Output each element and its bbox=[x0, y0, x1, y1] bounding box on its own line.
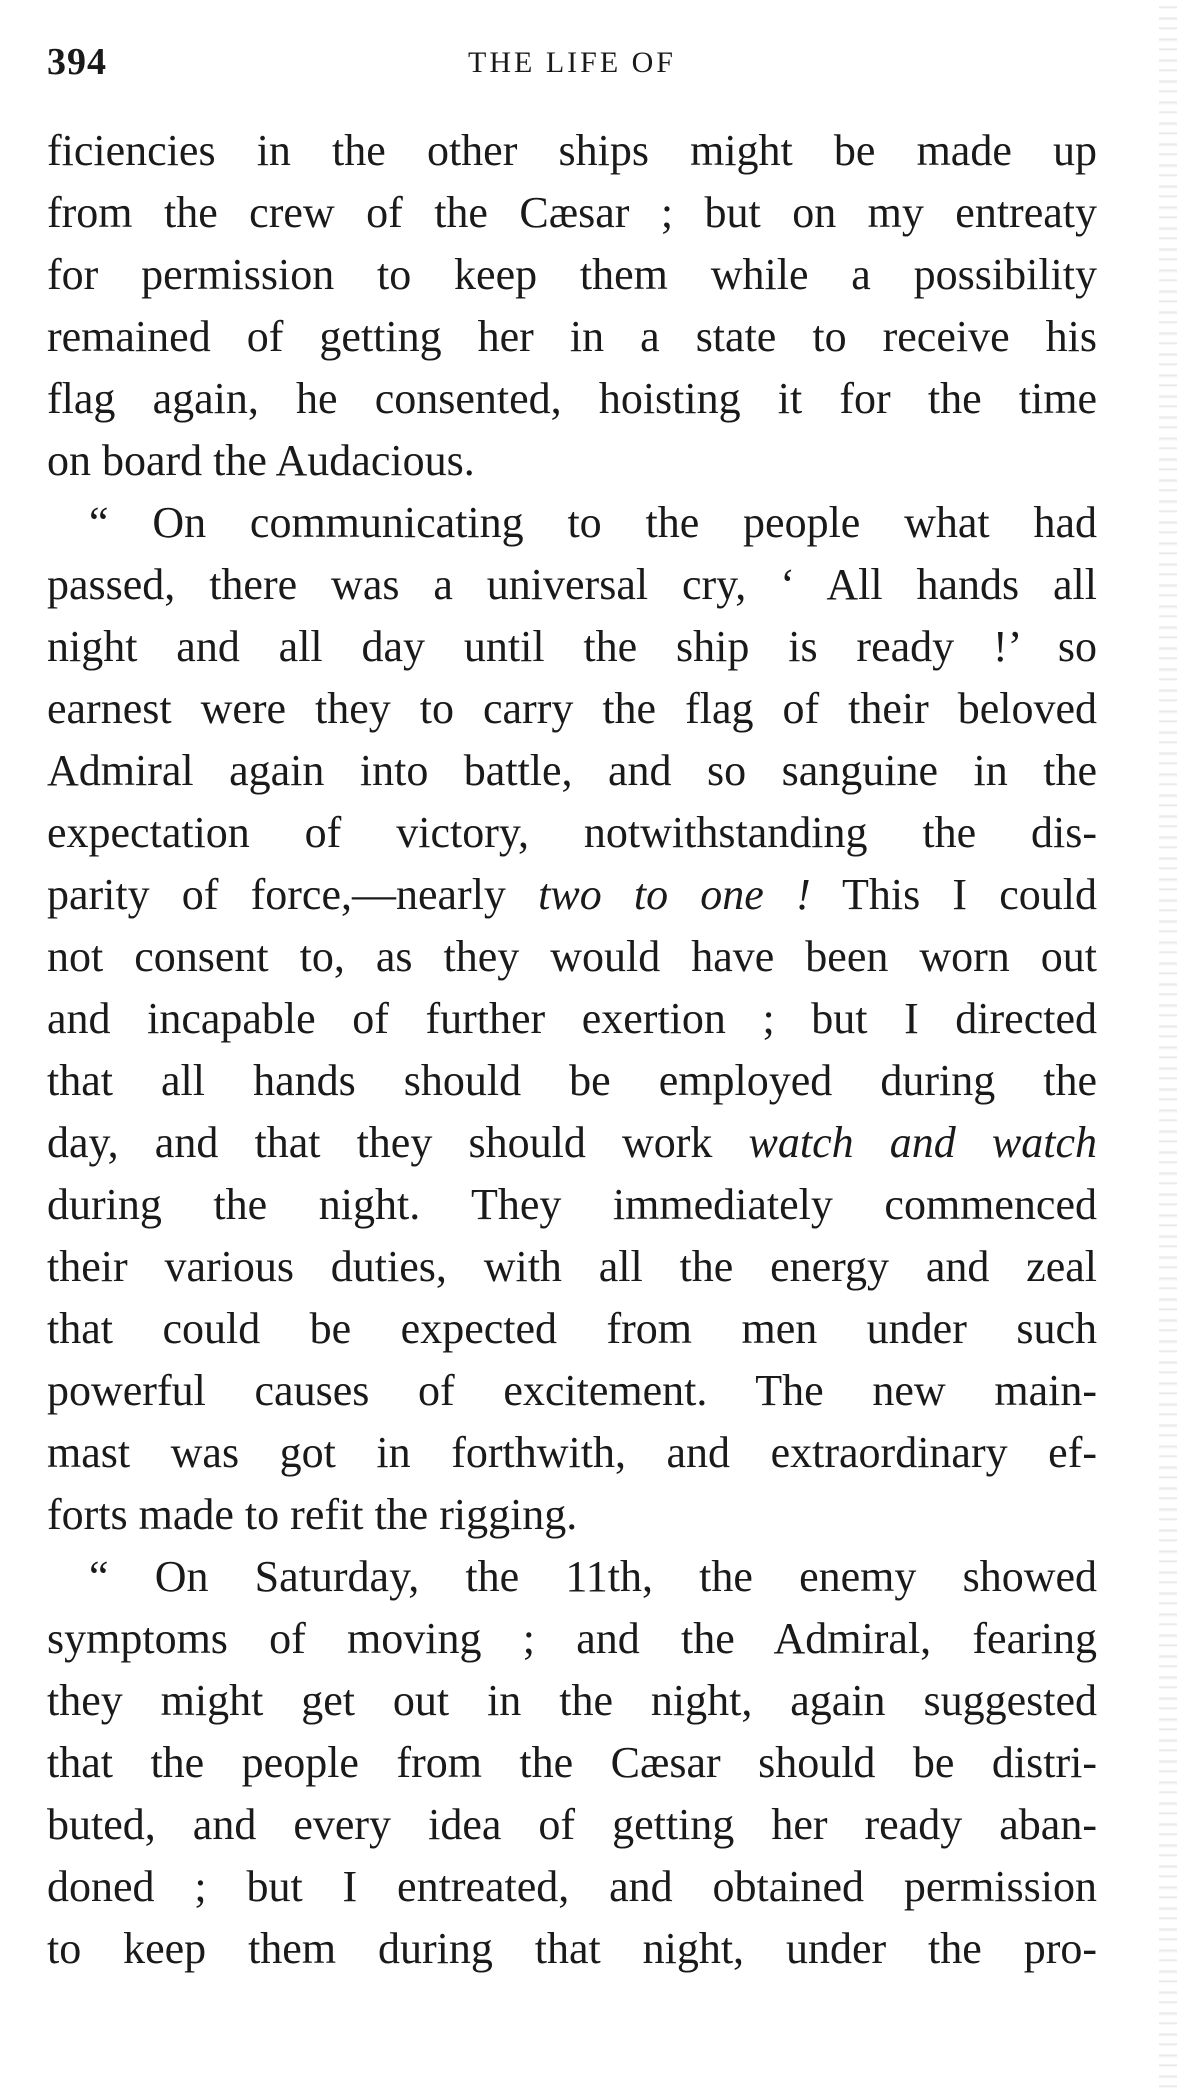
text-line: earnest were they to carry the flag of their beloved bbox=[47, 684, 1097, 733]
text-line: “ On Saturday, the 11th, the enemy showed bbox=[89, 1552, 1097, 1601]
text-segment: parity of force,—nearly bbox=[47, 870, 506, 919]
body-text bbox=[47, 120, 1097, 1980]
page-header bbox=[47, 40, 1097, 100]
text-line: their various duties, with all the energy and zeal bbox=[47, 1242, 1097, 1291]
text-line: that all hands should be employed during the bbox=[47, 1056, 1097, 1105]
text-segment: day, and that they should work bbox=[47, 1118, 713, 1167]
italic-phrase: two to one ! bbox=[538, 870, 811, 919]
text-line-mixed bbox=[47, 864, 1097, 926]
text-line: flag again, he consented, hoisting it for the time bbox=[47, 374, 1097, 423]
text-line-mixed bbox=[47, 1112, 1097, 1174]
text-line: remained of getting her in a state to receive his bbox=[47, 312, 1097, 361]
text-line: “ On communicating to the people what had bbox=[89, 498, 1097, 547]
text-line: powerful causes of excitement. The new main- bbox=[47, 1366, 1097, 1415]
italic-phrase: watch and watch bbox=[748, 1118, 1097, 1167]
text-line: during the night. They immediately commenced bbox=[47, 1180, 1097, 1229]
text-line: symptoms of moving ; and the Admiral, fearing bbox=[47, 1614, 1097, 1663]
text-line: to keep them during that night, under the pro- bbox=[47, 1924, 1097, 1973]
text-segment: This I could bbox=[842, 870, 1097, 919]
text-line: passed, there was a universal cry, ‘ All hands all bbox=[47, 560, 1097, 609]
text-line: forts made to refit the rigging. bbox=[47, 1490, 578, 1539]
text-line: mast was got in forthwith, and extraordinary ef- bbox=[47, 1428, 1097, 1477]
text-line: that the people from the Cæsar should be distri- bbox=[47, 1738, 1097, 1787]
page-number: 394 bbox=[47, 41, 107, 83]
text-line: for permission to keep them while a possibility bbox=[47, 250, 1097, 299]
text-line: they might get out in the night, again suggested bbox=[47, 1676, 1097, 1725]
text-line: from the crew of the Cæsar ; but on my entreaty bbox=[47, 188, 1097, 237]
text-line: not consent to, as they would have been worn out bbox=[47, 932, 1097, 981]
text-line: that could be expected from men under such bbox=[47, 1304, 1097, 1353]
text-line: on board the Audacious. bbox=[47, 436, 475, 485]
text-line: buted, and every idea of getting her ready aban- bbox=[47, 1800, 1097, 1849]
text-line: doned ; but I entreated, and obtained permission bbox=[47, 1862, 1097, 1911]
text-line: night and all day until the ship is ready !’ so bbox=[47, 622, 1097, 671]
running-head: THE LIFE OF bbox=[468, 46, 676, 79]
text-line: and incapable of further exertion ; but I directed bbox=[47, 994, 1097, 1043]
page-edge-texture bbox=[1159, 0, 1177, 2089]
text-line: Admiral again into battle, and so sanguine in the bbox=[47, 746, 1097, 795]
text-line: ficiencies in the other ships might be made up bbox=[47, 126, 1097, 175]
text-line: expectation of victory, notwithstanding the dis- bbox=[47, 808, 1097, 857]
